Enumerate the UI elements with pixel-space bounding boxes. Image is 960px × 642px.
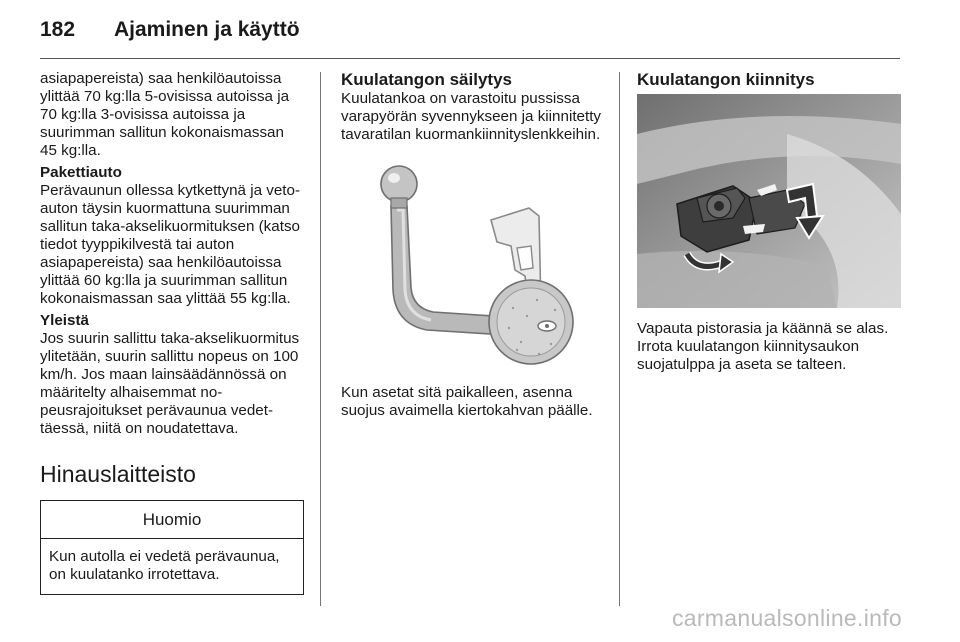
notice-title: Huomio [41, 501, 303, 539]
paragraph-continued: asiapapereista) saa henkilöautoissa ylittää 70 kg:lla 5-ovisissa autoissa ja 70 kg:lla 3-ovisissa autoissa ja suurimman sallitun kokonaismassan 45 kg:lla. [40, 70, 290, 159]
notice-box [40, 500, 304, 595]
column-middle [341, 70, 605, 424]
header-rule [40, 58, 900, 59]
column-right [637, 70, 903, 378]
paragraph-general: Jos suurin sallittu taka-akselikuormitus ylitetään, suurin sallittu nopeus on 100 km/h. Jos maan lainsäädännössä on määritelty alhaisemmat nopeusrajoitukset perävaunua vedettäessä, niitä on noudatettava. [40, 330, 300, 437]
paragraph-van: Perävaunun ollessa kytkettynä ja vetoauton täysin kuormattuna suurimman sallitun taka-akselikuormituksen (katso tiedot tyyppikilvestä tai auton asiapapereista) saa henkilöautoissa ylittää 60 kg:lla ja suurimman sallitun kokonaismassan saa ylittää 55 kg:lla. [40, 182, 301, 307]
notice-text: Kun autolla ei vedetä perävaunua, on kuulatanko irrotettava. [49, 548, 280, 583]
paragraph-socket: Vapauta pistorasia ja käännä se alas. Irrota kuulatangon kiinnitysaukon suojatulppa ja aseta se talteen. [637, 320, 889, 373]
rear-bumper-socket-illustration [637, 94, 901, 308]
page-header [40, 18, 300, 48]
heading-attachment: Kuulatangon kiinnitys [637, 70, 815, 89]
subheading-van: Pakettiauto [40, 164, 122, 181]
section-title: Hinauslaitteisto [40, 461, 196, 487]
paragraph-storage: Kuulatankoa on varastoitu pussissa varapyörän syvennykseen ja kiinnitetty tavaratilan kuormankiinnityslenkkeihin. [341, 90, 602, 143]
column-divider [619, 72, 620, 606]
page-number: 182 [40, 18, 76, 41]
column-left [40, 70, 304, 595]
column-divider [320, 72, 321, 606]
paragraph-install-cap: Kun asetat sitä paikalleen, asenna suojus avaimella kiertokahvan päälle. [341, 384, 593, 419]
towbar-ball-illustration [341, 158, 605, 370]
heading-storage: Kuulatangon säilytys [341, 70, 512, 89]
watermark: carmanualsonline.info [671, 605, 902, 631]
page-title: Ajaminen ja käyttö [114, 18, 300, 41]
subheading-general: Yleistä [40, 312, 89, 329]
